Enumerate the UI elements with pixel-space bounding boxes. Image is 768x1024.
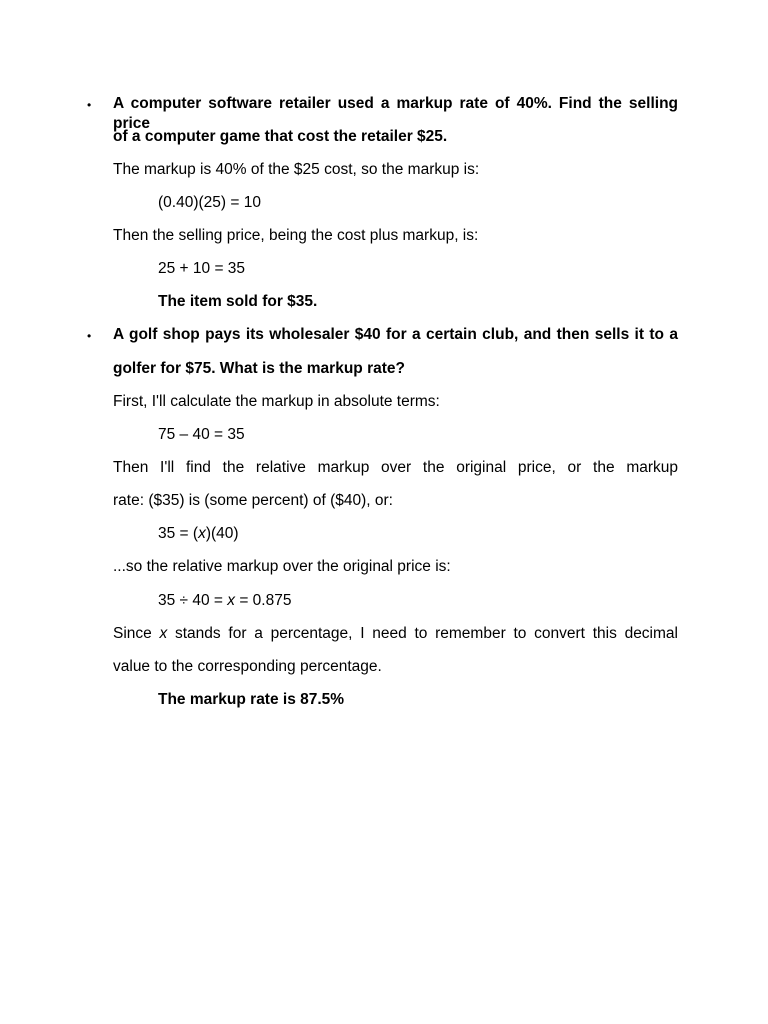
- problem2-step3-equation: [158, 591, 291, 611]
- problem2-step4-line1: [113, 624, 678, 644]
- problem2-step2-line2: rate: ($35) is (some percent) of ($40), or:: [113, 492, 393, 509]
- problem2-step4-line2: value to the corresponding percentage.: [113, 658, 382, 675]
- problem1-question-line1: A computer software retailer used a markup rate of 40%. Find the selling price: [113, 95, 678, 132]
- problem2-step2-line1: Then I'll find the relative markup over the original price, or the markup: [113, 459, 678, 476]
- problem2-answer: The markup rate is 87.5%: [158, 691, 345, 708]
- bullet-marker-2: •: [87, 329, 92, 343]
- problem2-question-line1: A golf shop pays its wholesaler $40 for a certain club, and then sells it to a: [113, 326, 678, 343]
- equation-part: )(40): [205, 525, 239, 542]
- problem2-step1-text: First, I'll calculate the markup in absolute terms:: [113, 393, 440, 410]
- problem2-step2-equation: [158, 524, 239, 544]
- equation-part: = 0.875: [235, 592, 292, 609]
- problem2-question-line2: golfer for $75. What is the markup rate?: [113, 360, 405, 377]
- problem1-step2-text: Then the selling price, being the cost plus markup, is:: [113, 227, 479, 244]
- problem1-step2-equation: 25 + 10 = 35: [158, 260, 246, 277]
- equation-part: 35 = (: [158, 525, 199, 542]
- bullet-marker-1: •: [87, 98, 92, 112]
- variable-x: x: [159, 625, 168, 642]
- problem1-step1-equation: (0.40)(25) = 10: [158, 194, 261, 211]
- problem2-step1-equation: 75 – 40 = 35: [158, 426, 245, 443]
- problem2-step3-text: ...so the relative markup over the original price is:: [113, 558, 451, 575]
- problem1-answer: The item sold for $35.: [158, 293, 318, 310]
- text-part: Since: [113, 625, 160, 642]
- variable-x: x: [227, 592, 236, 609]
- problem1-step1-text: The markup is 40% of the $25 cost, so the markup is:: [113, 161, 480, 178]
- text-part: stands for a percentage, I need to remember to convert this decimal: [167, 625, 678, 642]
- problem1-question-line2: of a computer game that cost the retailer $25.: [113, 128, 448, 145]
- variable-x: x: [198, 525, 206, 542]
- equation-part: 35 ÷ 40 =: [158, 592, 228, 609]
